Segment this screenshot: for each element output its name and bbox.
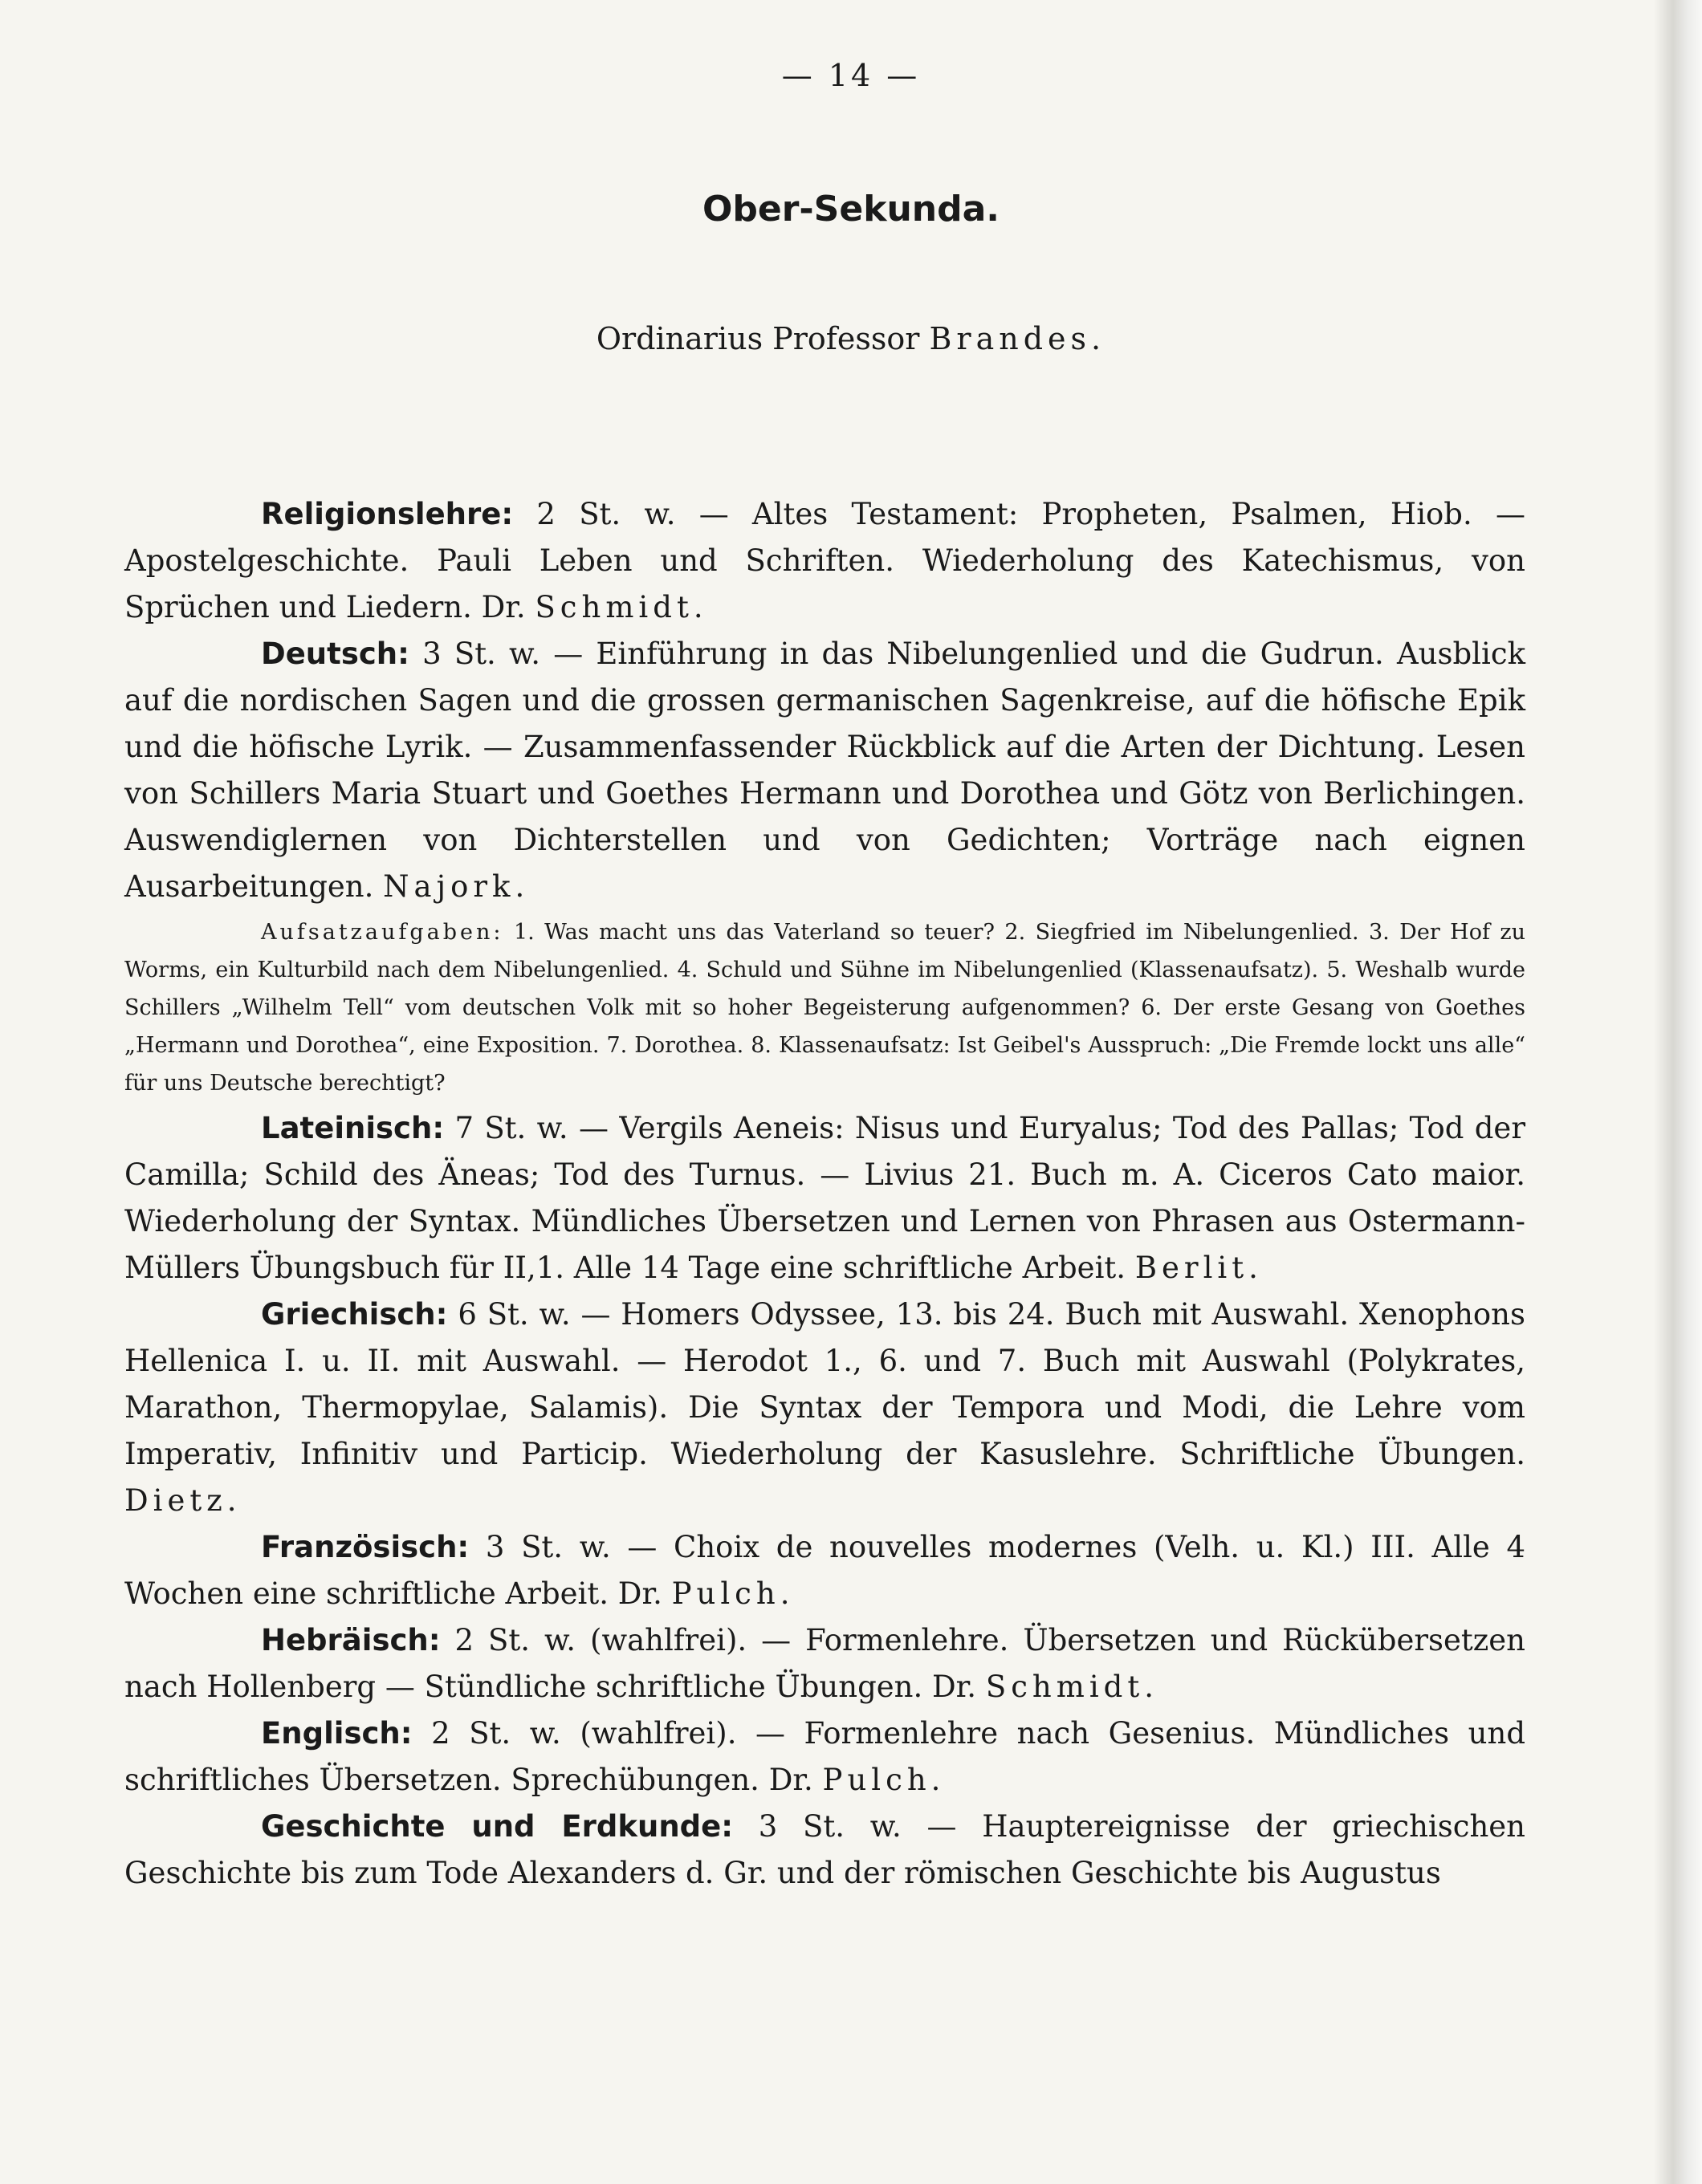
subject-heading: Hebräisch:: [261, 1623, 441, 1657]
teacher-prefix: Dr.: [617, 1576, 662, 1611]
teacher-name: Pulch.: [671, 1576, 795, 1611]
subject-text: 3 St. w. — Choix de nouvelles modernes (Velh. u. Kl.) III. Alle 4 Wochen eine schriftliche Arbeit.: [124, 1530, 1525, 1611]
subject-heading: Französisch:: [261, 1530, 470, 1564]
aufsatz-topics: [124, 910, 1525, 1105]
subject-franzoesisch: [124, 1524, 1525, 1617]
subject-heading: Deutsch:: [261, 636, 409, 671]
subject-hebraeisch: [124, 1617, 1525, 1710]
subject-geschichte: [124, 1804, 1525, 1897]
subject-text: 6 St. w. — Homers Odyssee, 13. bis 24. Buch mit Auswahl. Xenophons Hellenica I. u. II. mit Auswahl. — Herodot 1., 6. und 7. Buch mit Auswahl (Polykrates, Marathon, Thermopylae, Salamis). Die Syntax der Tempora und Modi, die Lehre vom Imperativ, Infinitiv und Particip. Wiederholung der Kasuslehre. Schriftliche Übungen.: [124, 1297, 1525, 1471]
subject-text: 3 St. w. — Hauptereignisse der griechischen Geschichte bis zum Tode Alexanders d. Gr. und der römischen Geschichte bis Augustus: [124, 1809, 1525, 1890]
subject-deutsch: [124, 631, 1525, 910]
subject-griechisch: [124, 1291, 1525, 1524]
ordinarius-prefix: Ordinarius Professor: [596, 321, 920, 356]
subject-text: 2 St. w. (wahlfrei). — Formenlehre. Übersetzen und Rückübersetzen nach Hollenberg — Stündliche schriftliche Übungen.: [124, 1623, 1526, 1704]
teacher-name: Najork.: [383, 869, 530, 904]
subject-text: 3 St. w. — Einführung in das Nibelungenlied und die Gudrun. Ausblick auf die nordischen Sagen und die grossen germanischen Sagenkreise, auf die höfische Epik und die höfische Lyrik. — Zusammenfassender Rückblick auf die Arten der Dichtung. Lesen von Schillers Maria Stuart und Goethes Hermann und Dorothea und Götz von Berlichingen. Auswendiglernen von Dichterstellen und von Gedichten; Vorträge nach eignen Ausarbeitungen.: [124, 636, 1525, 904]
subject-religion: [124, 491, 1525, 631]
teacher-name: Berlit.: [1134, 1251, 1263, 1285]
teacher-prefix: Dr.: [768, 1763, 813, 1797]
teacher-name: Dietz.: [124, 1483, 242, 1518]
subject-text: 7 St. w. — Vergils Aeneis: Nisus und Euryalus; Tod des Pallas; Tod der Camilla; Schild des Äneas; Tod des Turnus. — Livius 21. Buch m. A. Ciceros Cato maior. Wiederholung der Syntax. Mündliches Übersetzen und Lernen von Phrasen aus Ostermann-Müllers Übungsbuch für II,1. Alle 14 Tage eine schriftliche Arbeit.: [124, 1111, 1526, 1285]
page-number: — 14 —: [781, 58, 921, 93]
ordinarius-line: [0, 321, 1702, 356]
subject-englisch: [124, 1710, 1525, 1804]
subject-text: 2 St. w. (wahlfrei). — Formenlehre nach Gesenius. Mündliches und schriftliches Übersetzen. Sprechübungen.: [124, 1716, 1526, 1797]
subject-heading: Griechisch:: [261, 1297, 448, 1332]
aufsatz-label: Aufsatzaufgaben:: [261, 920, 504, 945]
teacher-name: Schmidt.: [535, 590, 708, 624]
subject-heading: Religionslehre:: [261, 497, 514, 531]
subject-heading: Lateinisch:: [261, 1111, 445, 1145]
subject-heading: Englisch:: [261, 1716, 413, 1751]
aufsatz-text: 1. Was macht uns das Vaterland so teuer? 2. Siegfried im Nibelungenlied. 3. Der Hof zu Worms, ein Kulturbild nach dem Nibelungenlied. 4. Schuld und Sühne im Nibelungenlied (Klassenaufsatz). 5. Weshalb wurde Schillers „Wilhelm Tell“ vom deutschen Volk mit so hoher Begeisterung aufgenommen? 6. Der erste Gesang von Goethes „Hermann und Dorothea“, eine Exposition. 7. Dorothea. 8. Klassenaufsatz: Ist Geibel's Ausspruch: „Die Fremde lockt uns alle“ für uns Deutsche berechtigt?: [124, 920, 1525, 1096]
subject-text: 2 St. w. — Altes Testament: Propheten, Psalmen, Hiob. — Apostelgeschichte. Pauli Leben und Schriften. Wiederholung des Katechismus, von Sprüchen und Liedern.: [124, 497, 1525, 624]
teacher-prefix: Dr.: [481, 590, 526, 624]
ordinarius-name: Brandes.: [929, 321, 1106, 356]
teacher-prefix: Dr.: [932, 1670, 977, 1704]
teacher-name: Pulch.: [822, 1763, 946, 1797]
subject-latein: [124, 1105, 1525, 1291]
subject-heading: Geschichte und Erdkunde:: [261, 1809, 734, 1844]
teacher-name: Schmidt.: [985, 1670, 1158, 1704]
section-title: Ober-Sekunda.: [702, 189, 1000, 230]
curriculum-body: [124, 491, 1525, 1897]
